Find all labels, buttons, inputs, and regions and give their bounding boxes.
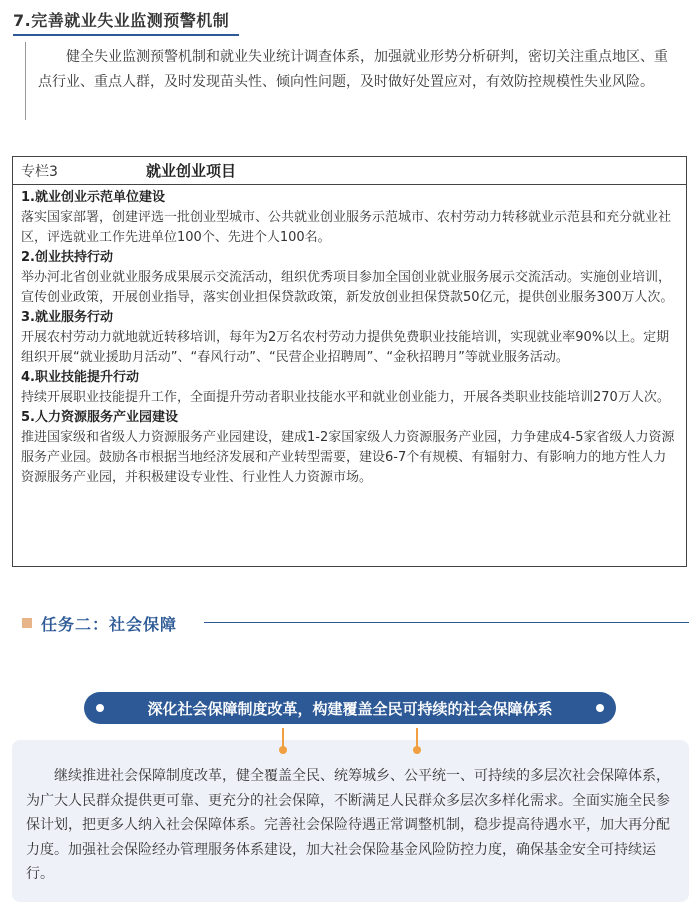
banner-dot-right [596, 704, 604, 712]
project-text: 推进国家级和省级人力资源服务产业园建设，建成1-2家国家级人力资源服务产业园，力争建成4-5家省级人力资源服务产业园。鼓励各市根据当地经济发展和产业转型需要，建设6-7个有规模、有辐射力、有影响力的地方性人力资源服务产业园，并积极建设专业性、行业性人力资源市场。 [21, 430, 675, 485]
intro-paragraph: 健全失业监测预警机制和就业失业统计调查体系，加强就业形势分析研判，密切关注重点地区、重点行业、重点人群，及时发现苗头性、倾向性问题，及时做好处置应对，有效防控规模性失业风险。 [38, 49, 668, 90]
connector-dot-right [413, 746, 421, 754]
project-text: 举办河北省创业就业服务成果展示交流活动，组织优秀项目参加全国创业就业服务展示交流活动。实施创业培训，宣传创业政策，开展创业指导，落实创业担保贷款政策，新发放创业担保贷款50亿元，提供创业服务300万人次。 [21, 270, 674, 305]
column-box-title: 就业创业项目 [146, 162, 237, 180]
task-title: 任务二：社会保障 [41, 615, 178, 634]
banner-text: 深化社会保障制度改革，构建覆盖全民可持续的社会保障体系 [147, 700, 553, 718]
section-title-underline [13, 34, 239, 36]
project-text: 持续开展职业技能提升工作，全面提升劳动者职业技能水平和就业创业能力，开展各类职业技能培训270万人次。 [21, 390, 670, 405]
project-text: 开展农村劳动力就地就近转移培训，每年为2万名农村劳动力提供免费职业技能培训，实现就业率90%以上。定期组织开展“就业援助月活动”、“春风行动”、“民营企业招聘周”、“金秋招聘月”等就业服务活动。 [21, 330, 670, 365]
column-box-body [13, 185, 686, 488]
column-box [12, 156, 687, 567]
section-title: 7.完善就业失业监测预警机制 [13, 11, 230, 30]
task-paragraph: 继续推进社会保障制度改革，健全覆盖全民、统筹城乡、公平统一、可持续的多层次社会保障体系，为广大人民群众提供更可靠、更充分的社会保障，不断满足人民群众多层次多样化需求。全面实施全民参保计划，把更多人纳入社会保障体系。完善社会保险待遇正常调整机制，稳步提高待遇水平，加大再分配力度。加强社会保险经办管理服务体系建设，加大社会保险基金风险防控力度，确保基金安全可持续运行。 [26, 768, 670, 882]
banner-pill [84, 692, 616, 724]
column-box-label: 专栏3 [21, 164, 58, 180]
project-heading: 2.创业扶持行动 [21, 250, 113, 265]
project-heading: 5.人力资源服务产业园建设 [21, 410, 178, 425]
intro-left-rule [25, 42, 26, 120]
column-box-header [13, 157, 686, 185]
project-heading: 3.就业服务行动 [21, 310, 113, 325]
connector-dot-left [279, 746, 287, 754]
task-marker-square [22, 618, 32, 628]
project-text: 落实国家部署，创建评选一批创业型城市、公共就业创业服务示范城市、农村劳动力转移就业示范县和充分就业社区，评选就业工作先进单位100个、先进个人100名。 [21, 210, 672, 245]
project-heading: 1.就业创业示范单位建设 [21, 190, 165, 205]
project-heading: 4.职业技能提升行动 [21, 370, 139, 385]
task-title-rule [204, 622, 689, 623]
